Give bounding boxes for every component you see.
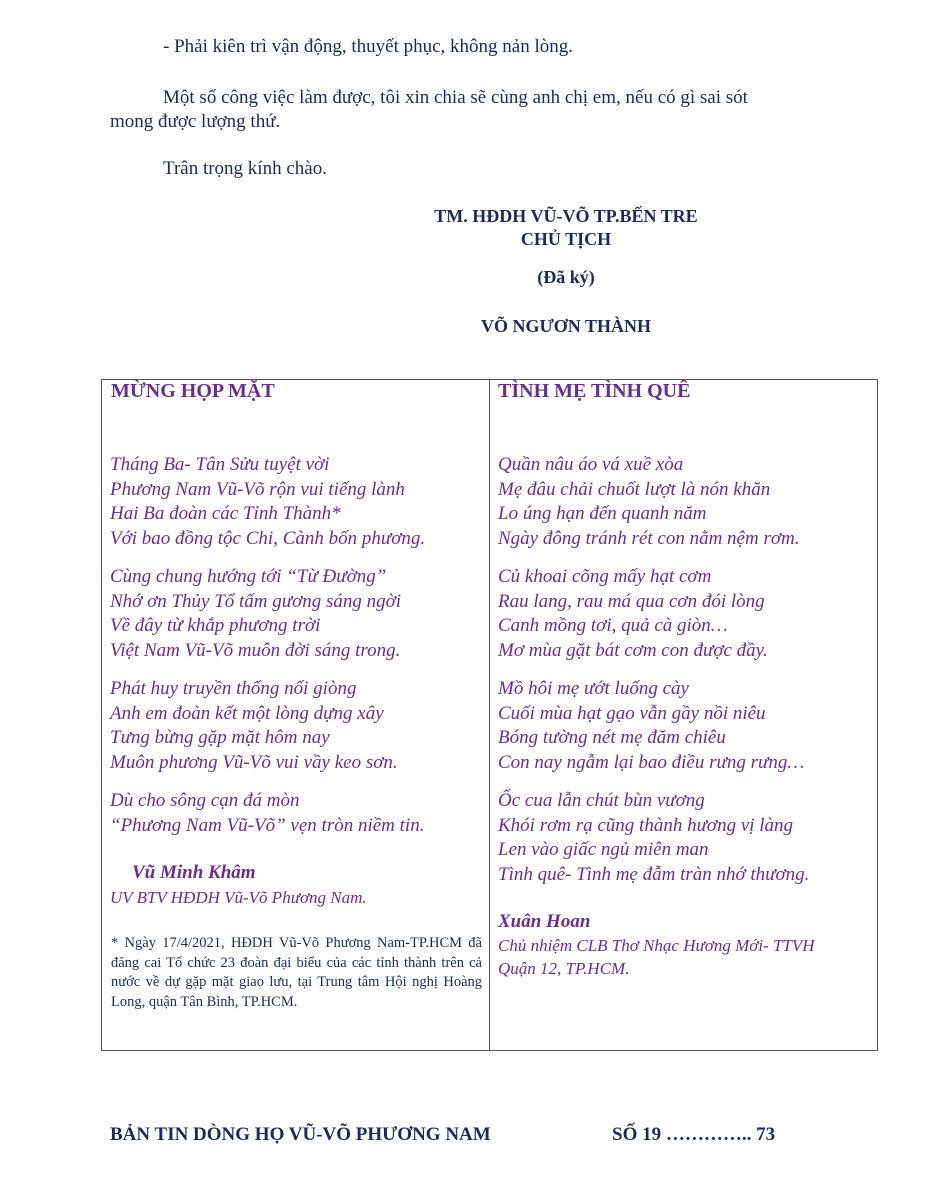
poem-line: Mồ hôi mẹ ướt luống cày bbox=[498, 678, 689, 699]
signature-title: CHỦ TỊCH bbox=[520, 229, 612, 249]
poem-line: Tình quê- Tình mẹ đẫm tràn nhớ thương. bbox=[498, 864, 810, 886]
poem-line: Tháng Ba- Tân Sửu tuyệt vời bbox=[110, 454, 330, 475]
signature-org: TM. HĐDH VŨ-VÕ TP.BẾN TRE bbox=[434, 206, 698, 226]
poem1-stanza-2 bbox=[110, 565, 401, 664]
poem1-author: Vũ Minh Khâm bbox=[132, 862, 256, 883]
poem-line: Việt Nam Vũ-Võ muôn đời sáng trong. bbox=[110, 640, 401, 662]
poem-line: Rau lang, rau má qua cơn đói lòng bbox=[498, 590, 765, 612]
poem-line: Ngày đông tránh rét con nằm nệm rơm. bbox=[498, 528, 800, 550]
poem-line: Củ khoai cõng mấy hạt cơm bbox=[498, 566, 712, 587]
poem-line: Khói rơm rạ cũng thành hương vị làng bbox=[498, 814, 794, 836]
poem-line: Dù cho sông cạn đá mòn bbox=[110, 790, 300, 811]
poem-line: Quần nâu áo vá xuề xòa bbox=[498, 454, 684, 475]
poem1-stanza-3 bbox=[110, 677, 398, 776]
poem-line: Về đây từ khắp phương trời bbox=[110, 615, 321, 637]
poem1-author-role: UV BTV HĐDH Vũ-Võ Phương Nam. bbox=[110, 888, 367, 907]
poem-line: Cùng chung hướng tới “Từ Đường” bbox=[110, 566, 387, 587]
letter-line-2b: mong được lượng thứ. bbox=[110, 111, 281, 132]
poem2-stanza-2 bbox=[498, 565, 768, 664]
poem2-stanza-4 bbox=[498, 789, 809, 888]
poem-line: Len vào giấc ngủ miên man bbox=[498, 839, 709, 861]
poem-line: Mẹ đâu chải chuốt lượt là nón khăn bbox=[498, 478, 771, 500]
poem-line: Canh mồng tơi, quả cà giòn… bbox=[498, 615, 728, 637]
poem1-title: MỪNG HỌP MẶT bbox=[111, 380, 275, 402]
poem-line: “Phương Nam Vũ-Võ” vẹn tròn niềm tin. bbox=[110, 814, 425, 836]
poem-line: Con nay ngẫm lại bao điều rưng rưng… bbox=[498, 752, 805, 774]
poem-line: Nhớ ơn Thủy Tổ tấm gương sáng ngời bbox=[110, 590, 402, 612]
poem-line: Lo úng hạn đến quanh năm bbox=[498, 503, 707, 525]
signature-signed: (Đã ký) bbox=[537, 267, 595, 287]
poem-line: Với bao đồng tộc Chi, Cành bốn phương. bbox=[110, 528, 426, 550]
letter-line-2a: Một số công việc làm được, tôi xin chia sẽ cùng anh chị em, nếu có gì sai sót bbox=[163, 87, 748, 108]
poem2-stanza-3 bbox=[498, 677, 804, 776]
poem1-stanza-4 bbox=[110, 789, 424, 838]
poem-line: Cuối mùa hạt gạo vẫn gầy nồi niêu bbox=[498, 702, 766, 724]
poem-table-divider bbox=[489, 379, 490, 1051]
poem2-author: Xuân Hoan bbox=[498, 911, 591, 932]
poem1-stanza-1 bbox=[110, 453, 425, 552]
poem-line: Anh em đoàn kết một lòng dựng xây bbox=[110, 702, 384, 724]
poem-line: Tưng bừng gặp mặt hôm nay bbox=[110, 727, 330, 749]
poem-line: Muôn phương Vũ-Võ vui vầy keo sơn. bbox=[110, 752, 398, 774]
footer-publication: BẢN TIN DÒNG HỌ VŨ-VÕ PHƯƠNG NAM bbox=[110, 1124, 491, 1145]
poem-line: Phương Nam Vũ-Võ rộn vui tiếng lành bbox=[110, 478, 405, 500]
letter-line-1: - Phải kiên trì vận động, thuyết phục, không nản lòng. bbox=[163, 36, 574, 57]
poem-line: Hai Ba đoàn các Tỉnh Thành* bbox=[110, 503, 341, 525]
letter-line-3: Trân trọng kính chào. bbox=[163, 158, 327, 179]
poem1-footnote: * Ngày 17/4/2021, HĐDH Vũ-Võ Phương Nam-TP.HCM đã đăng cai Tổ chức 23 đoàn đại biểu của các tỉnh thành trên cả nước về dự gặp mặt giao lưu, tại Trung tâm Hội nghị Hoàng Long, quận Tân Bình, TP.HCM. bbox=[111, 935, 482, 1010]
poem-line: Bóng tường nét mẹ đăm chiêu bbox=[498, 727, 726, 749]
signature-name: VÕ NGƯƠN THÀNH bbox=[480, 316, 651, 336]
poem2-author-role-2: Quận 12, TP.HCM. bbox=[498, 959, 630, 978]
poem-line: Ốc cua lẫn chút bùn vương bbox=[498, 790, 705, 811]
poem-line: Mơ mùa gặt bát cơm con được đầy. bbox=[498, 640, 768, 662]
poem2-stanza-1 bbox=[498, 453, 799, 552]
poem2-author-role-1: Chủ nhiệm CLB Thơ Nhạc Hương Mới- TTVH bbox=[498, 936, 815, 955]
poem-line: Phát huy truyền thống nối giòng bbox=[110, 678, 357, 699]
poem2-title: TÌNH MẸ TÌNH QUÊ bbox=[498, 380, 691, 402]
footer-page-number: SỐ 19 ………….. 73 bbox=[612, 1124, 776, 1145]
